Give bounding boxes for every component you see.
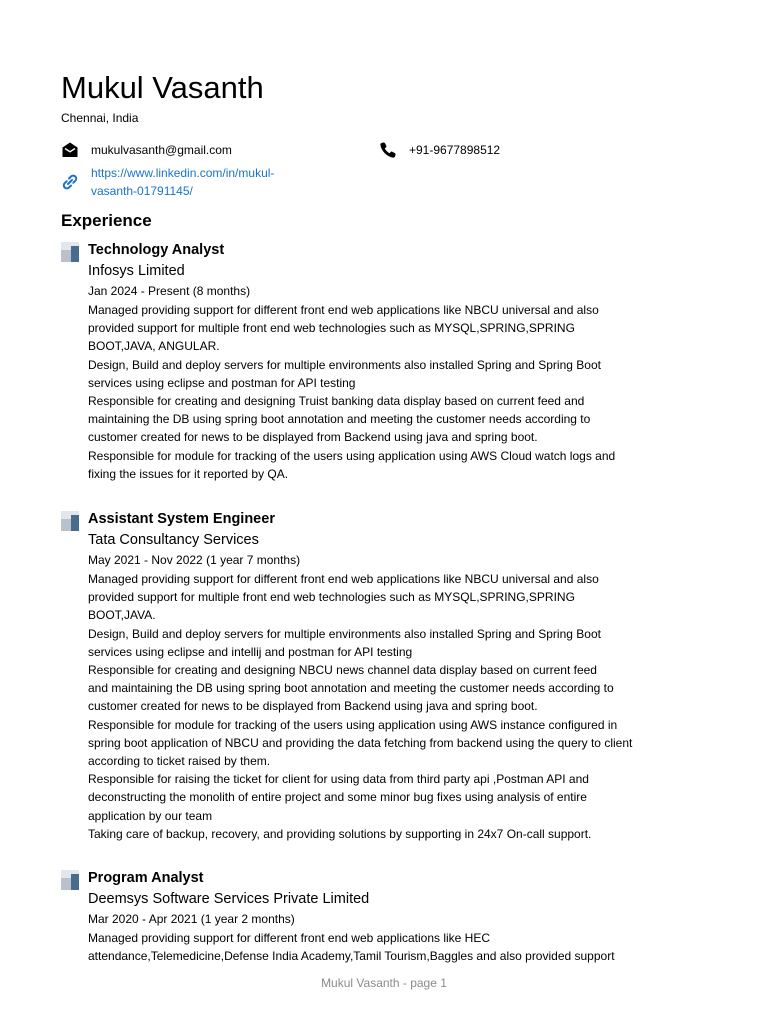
company-logo-icon xyxy=(61,511,79,531)
job-description-line: services using eclipse and intellij and postman for API testing xyxy=(88,644,413,659)
job-company: Infosys Limited xyxy=(88,263,185,279)
job-description xyxy=(88,570,668,843)
linkedin-line-1[interactable]: https://www.linkedin.com/in/mukul- xyxy=(91,166,275,180)
job-title: Program Analyst xyxy=(88,870,204,886)
job-description-line: Managed providing support for different front end web applications like NBCU universal and also xyxy=(88,572,599,586)
job-entry xyxy=(61,868,681,968)
job-description-line: Design, Build and deploy servers for multiple environments also installed Spring and Spring Boot xyxy=(88,357,601,372)
job-description-line: Responsible for module for tracking of the users using application using AWS Cloud watch logs and xyxy=(88,448,616,463)
job-entry xyxy=(61,509,681,849)
job-description-line: Responsible for creating and designing Truist banking data display based on current feed and xyxy=(88,394,585,409)
job-description-line: services using eclipse and postman for API testing xyxy=(88,375,356,390)
job-title: Technology Analyst xyxy=(88,242,225,258)
job-description-line: Managed providing support for different front end web applications like NBCU universal and also xyxy=(88,303,599,317)
job-description-line: Taking care of backup, recovery, and providing solutions by supporting in 24x7 On-call support. xyxy=(88,826,592,841)
job-description-line: and maintaining the DB using spring boot annotation and meeting the customer needs according to xyxy=(88,681,614,696)
contact-phone xyxy=(379,141,579,161)
job-description-line: provided support for multiple front end web technologies such as MYSQL,SPRING,SPRING xyxy=(88,590,575,605)
job-dates: Mar 2020 - Apr 2021 (1 year 2 months) xyxy=(88,912,295,926)
job-description-line: Responsible for raising the ticket for client for using data from third party api ,Postman API and xyxy=(88,772,589,787)
job-description-line: BOOT,JAVA, ANGULAR. xyxy=(88,339,220,354)
job-title: Assistant System Engineer xyxy=(88,511,275,527)
job-description-line: according to ticket raised by them. xyxy=(88,754,271,769)
contact-linkedin xyxy=(61,164,361,204)
page-footer: Mukul Vasanth - page 1 xyxy=(321,976,447,990)
company-logo-icon xyxy=(61,242,79,262)
job-description-line: deconstructing the monolith of entire project and some minor bug fixes using analysis of entire xyxy=(88,790,587,805)
phone-icon xyxy=(379,141,397,159)
phone-text[interactable]: +91-9677898512 xyxy=(409,143,501,157)
job-description xyxy=(88,929,668,965)
job-dates: May 2021 - Nov 2022 (1 year 7 months) xyxy=(88,553,301,567)
job-dates: Jan 2024 - Present (8 months) xyxy=(88,284,251,298)
job-company: Deemsys Software Services Private Limited xyxy=(88,891,370,907)
job-description-line: Design, Build and deploy servers for multiple environments also installed Spring and Spring Boot xyxy=(88,626,601,641)
job-description-line: attendance,Telemedicine,Defense India Academy,Tamil Tourism,Baggles and also provided support xyxy=(88,949,615,964)
candidate-name: Mukul Vasanth xyxy=(61,70,264,105)
envelope-icon xyxy=(61,141,79,159)
job-description xyxy=(88,301,668,483)
linkedin-line-2[interactable]: vasanth-01791145/ xyxy=(91,184,193,198)
experience-heading: Experience xyxy=(61,211,152,230)
company-logo-icon xyxy=(61,870,79,890)
job-entry xyxy=(61,240,681,490)
job-company: Tata Consultancy Services xyxy=(88,532,259,548)
job-description-line: maintaining the DB using spring boot annotation and meeting the customer needs according to xyxy=(88,412,591,427)
job-description-line: Managed providing support for different front end web applications like HEC xyxy=(88,931,491,945)
job-description-line: Responsible for module for tracking of the users using application using AWS instance configured in xyxy=(88,717,618,732)
job-description-line: Responsible for creating and designing NBCU news channel data display based on current feed xyxy=(88,663,597,678)
job-description-line: provided support for multiple front end web technologies such as MYSQL,SPRING,SPRING xyxy=(88,321,575,336)
email-text[interactable]: mukulvasanth@gmail.com xyxy=(91,143,232,157)
linkedin-link[interactable] xyxy=(91,164,311,200)
link-icon xyxy=(61,173,79,191)
job-description-line: spring boot application of NBCU and providing the data fetching from backend using the query to client xyxy=(88,735,633,750)
contact-email xyxy=(61,141,361,161)
job-description-line: application by our team xyxy=(88,808,213,823)
candidate-location: Chennai, India xyxy=(61,111,139,125)
job-description-line: customer created for news to be displayed from Backend using java and spring boot. xyxy=(88,430,538,445)
job-description-line: customer created for news to be displayed from Backend using java and spring boot. xyxy=(88,699,538,714)
job-description-line: fixing the issues for it reported by QA. xyxy=(88,466,289,481)
job-description-line: BOOT,JAVA. xyxy=(88,608,156,623)
